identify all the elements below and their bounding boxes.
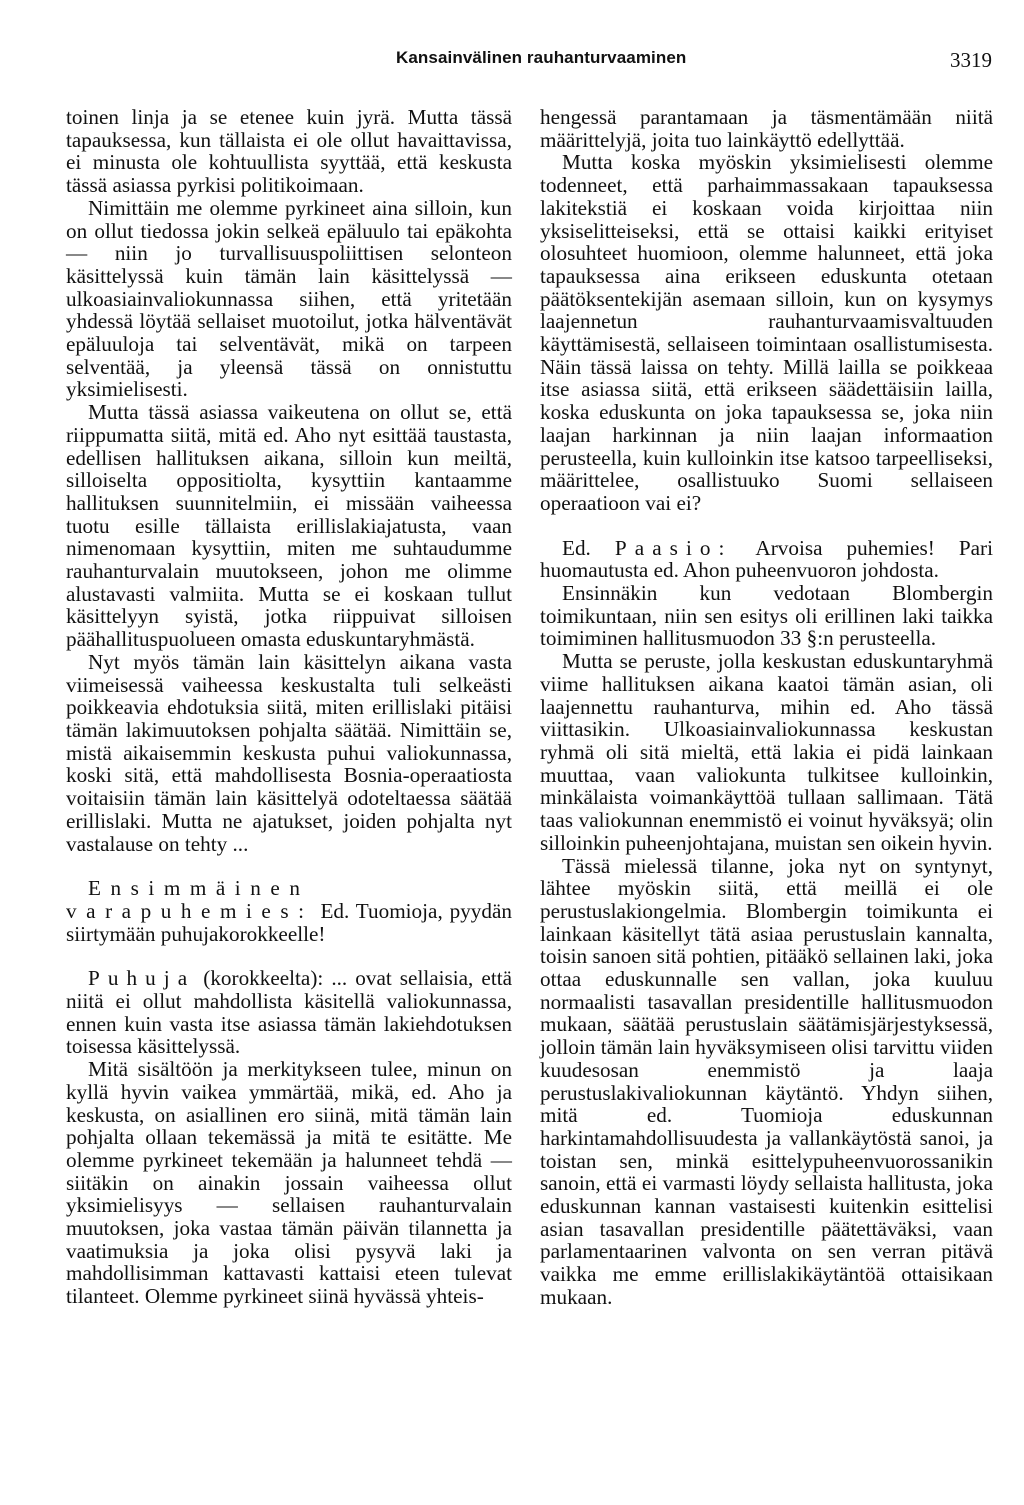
speech-text: (korokkeelta): ... ovat sellaisia, että niitä ei ollut mahdollista käsitellä valiokunnassa, ennen kuin vasta itse asiassa tämän lakiehdotuksen toisessa käsittelyssä. xyxy=(66,966,512,1059)
paragraph: Mutta se peruste, jolla keskustan eduskuntaryhmä viime hallituksen aikana kaatoi tämän asian, oli laajennettu rauhanturva, mihin ed. Aho tässä viittasikin. Ulkoasiainvaliokunnassa keskustan ryhmä oli sitä mieltä, että lakia ei pidä lainkaan muuttaa, vaan valiokunta tulkitsee kulloinkin, minkälaista voimankäyttöä tullaan sallimaan. Tätä taas valiokunnan enemmistö ei voinut hyväksyä; olin silloinkin puheenjohtajana, muistan sen oikein hyvin. xyxy=(540,649,993,855)
paragraph: Mitä sisältöön ja merkitykseen tulee, minun on kyllä hyvin vaikea ymmärtää, mikä, ed. Aho ja keskusta, on asiallinen ero siinä, mitä tämän lain pohjalta ollaan tekemässä ja mitä te esitätte. Me olemme pyrkineet tekemään ja halunneet tehdä — siitäkin on ainakin jossain vaiheessa ollut yksimielisyys — sellaisen rauhanturvalain muutoksen, joka vastaa tämän päivän tilannetta ja vaatimuksia ja joka olisi pysyvä laki ja mahdollisimman kattavasti kattaisi eteen tulevat tilanteet. Olemme pyrkineet siinä hyvässä yhteis- xyxy=(66,1057,512,1309)
left-column xyxy=(66,106,512,1308)
paragraph: Mutta koska myöskin yksimielisesti olemme todenneet, että parhaimmassakaan tapauksessa lakitekstiä ei koskaan voida kirjoittaa niin yksiselitteiseksi, että se ottaisi kaikki erityiset olosuhteet huomioon, olemme halunneet, että joka tapauksessa aina erikseen eduskunta otetaan päätöksentekijän asemaan silloin, kun on kysymys laajennetun rauhanturvaamisvaltuuden käyttämisestä, sellaiseen toimintaan osallistumisesta. Näin tässä laissa on tehty. Millä lailla se poikkeaa itse asiassa siitä, että erikseen säädettäisiin lailla, koska eduskunta on joka tapauksessa se, joka niin laajan harkinnan ja niin laajan informaation perusteella, kuin kulloinkin itse katsoo tarpeelliseksi, määrittelee, osallistuuko Suomi sellaiseen operaatioon vai ei? xyxy=(540,150,993,515)
page-number: 3319 xyxy=(950,48,992,72)
running-title: Kansainvälinen rauhanturvaaminen xyxy=(396,48,687,67)
speaker-name: Puhuja xyxy=(88,966,196,991)
paragraph: Nimittäin me olemme pyrkineet aina silloin, kun on ollut tiedossa jokin selkeä epäluulo tai epäkohta — niin jo turvallisuuspoliittisen selonteon käsittelyssä kuin tämän lain käsittelyssä — ulkoasiainvaliokunnassa siihen, että yritetään yhdessä löytää sellaiset muotoilut, jotka hälventävät epäluuloja tai selventävät, mikä on tarpeen selventää, ja yleensä tässä on onnistuttu yksimielisesti. xyxy=(66,195,512,402)
speaker-turn xyxy=(66,877,512,945)
speaker-turn xyxy=(66,967,512,1058)
speech-text: Ed. Tuomioja, pyydän siirtymään puhujakorokkeelle! xyxy=(66,898,512,946)
paragraph: toinen linja ja se etenee kuin jyrä. Mutta tässä tapauksessa, kun tällaista ei ole ollut havaittavissa, ei minusta ole kohtuullista syyttää, että keskusta tässä asiassa pyrkisi politikoimaan. xyxy=(66,105,512,198)
speaker-name: Ensimmäinen varapuhemies: xyxy=(66,876,314,923)
right-column xyxy=(540,106,993,1309)
paragraph: Tässä mielessä tilanne, joka nyt on syntynyt, lähtee myöskin siitä, että meillä ei ole perustuslakiongelmia. Blombergin toimikunta ei lainkaan käsitellyt tätä asiaa perustuslain kannalta, toisin sanoen sitä pohtien, pitääkö sellainen laki, joka ottaa eduskunnalle sen vallan, joka kuuluu normaalisti tasavallan presidentille hallitusmuodon mukaan, säätää perustuslain säätämisjärjestyksessä, jolloin tämän lain hyväksymiseen olisi tarvittu viiden kuudesosan enemmistö ja laaja perustuslakivaliokunnan käytäntö. Yhdyn siihen, mitä ed. Tuomioja eduskunnan harkintamahdollisuudesta ja vallankäytöstä sanoi, ja toistan sen, minkä esittelypuheenvuorossanikin sanoin, että ei varmasti löydy sellaista hallitusta, joka eduskunnan kannan vastaisesti kuitenkin esittelisi asian tasavallan presidentille päätettäväksi, vaan parlamentaarinen valvonta on sen verran pitävä vaikka me emme erillislakikäytäntöä ottaisikaan mukaan. xyxy=(540,853,993,1309)
paragraph: hengessä parantamaan ja täsmentämään niitä määrittelyjä, joita tuo lainkäyttö edellyttää. xyxy=(540,105,993,152)
speech-text: Arvoisa puhemies! Pari huomautusta ed. Ahon puheenvuoron johdosta. xyxy=(540,535,993,583)
paragraph: Nyt myös tämän lain käsittelyn aikana vasta viimeisessä vaiheessa keskustalta tuli selkeästi poikkeavia ehdotuksia siitä, miten erillislaki pitäisi tämän lakimuutoksen pohjalta säätää. Nimittäin se, mistä aikaisemmin keskusta puhui valiokunnassa, koski sitä, että mahdollisesta Bosnia-operaatiosta voitaisiin tämän lain käsittelyä odoteltaessa säätää erillislaki. Mutta ne ajatukset, joiden pohjalta nyt vastalause on tehty ... xyxy=(66,649,512,856)
speaker-prefix: Ed. xyxy=(562,535,591,560)
paragraph: Ensinnäkin kun vedotaan Blombergin toimikuntaan, niin sen esitys oli erillinen laki taikka toimiminen hallitusmuodon 33 §:n perusteella. xyxy=(540,581,993,651)
page-header xyxy=(66,48,992,74)
paragraph: Mutta tässä asiassa vaikeutena on ollut se, että riippumatta siitä, mitä ed. Aho nyt esittää taustasta, edellisen hallituksen aikana, silloin kun meiltä, silloiselta oppositiolta, kysyttiin kantaamme hallituksen suunnitelmiin, ei missään vaiheessa tuotu esille tällaista erillislakiajatusta, vaan nimenomaan kysyttiin, miten me suhtaudumme rauhanturvalain muutokseen, johon me olimme alustavasti valmiita. Mutta se ei koskaan tullut käsittelyyn syistä, jotka riippuivat silloisen päähallituspuolueen omasta eduskuntaryhmästä. xyxy=(66,400,512,652)
speaker-turn xyxy=(540,537,993,582)
speaker-name: Paasio: xyxy=(614,535,733,560)
